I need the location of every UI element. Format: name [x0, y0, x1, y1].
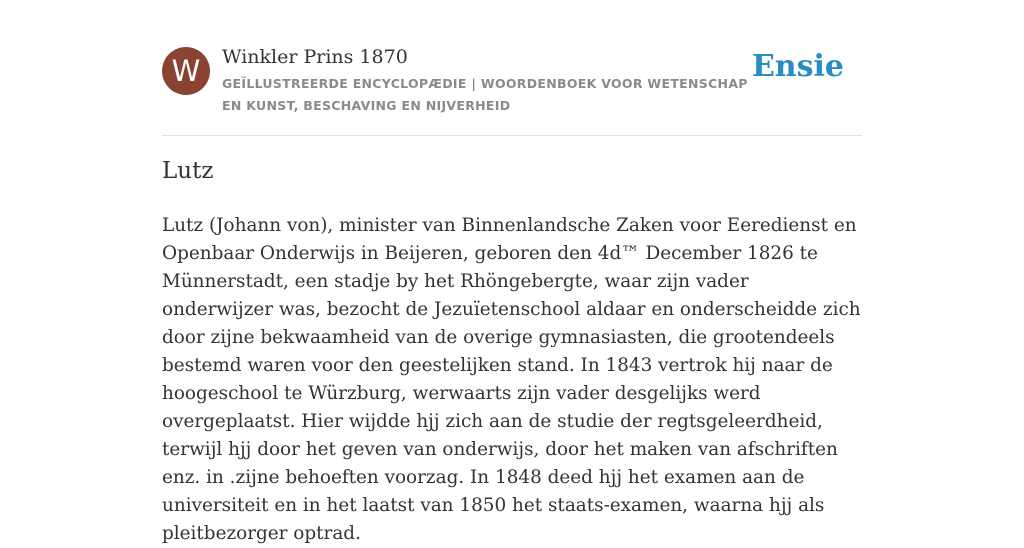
- source-avatar[interactable]: W: [162, 47, 210, 95]
- source-subtitle: GEÏLLUSTREERDE ENCYCLOPÆDIE | WOORDENBOEK VOOR WETENSCHAP EN KUNST, BESCHAVING EN NIJVERHEID: [222, 76, 748, 113]
- entry-body: Lutz (Johann von), minister van Binnenlandsche Zaken voor Eeredienst en Openbaar Onderwijs in Beijeren, geboren den 4d™ December 1826 te Münnerstadt, een stadje by het Rhöngebergte, waar zijn vader onderwijzer was, bezocht de Jezuïetenschool aldaar en onderscheidde zich door zijne bekwaamheid van de overige gymnasiasten, die grootendeels bestemd waren voor den geestelijken stand. In 1843 vertrok hij naar de hoogeschool te Würzburg, werwaarts zijn vader desgelijks werd overgeplaatst. Hier wijdde hjj zich aan de studie der regtsgeleerdheid, terwijl hjj door het geven van onderwijs, door het maken van afschriften enz. in .zijne behoeften voorzag. In 1848 deed hjj het examen aan de universiteit en in het laatst van 1850 het staats-examen, waarna hjj als pleitbezorger optrad.: [162, 215, 861, 544]
- source-title[interactable]: Winkler Prins 1870: [222, 46, 408, 68]
- source-header: [162, 44, 862, 136]
- ensie-logo[interactable]: Ensie: [751, 49, 844, 84]
- header-divider: [162, 135, 862, 136]
- entry-title: Lutz: [162, 158, 214, 184]
